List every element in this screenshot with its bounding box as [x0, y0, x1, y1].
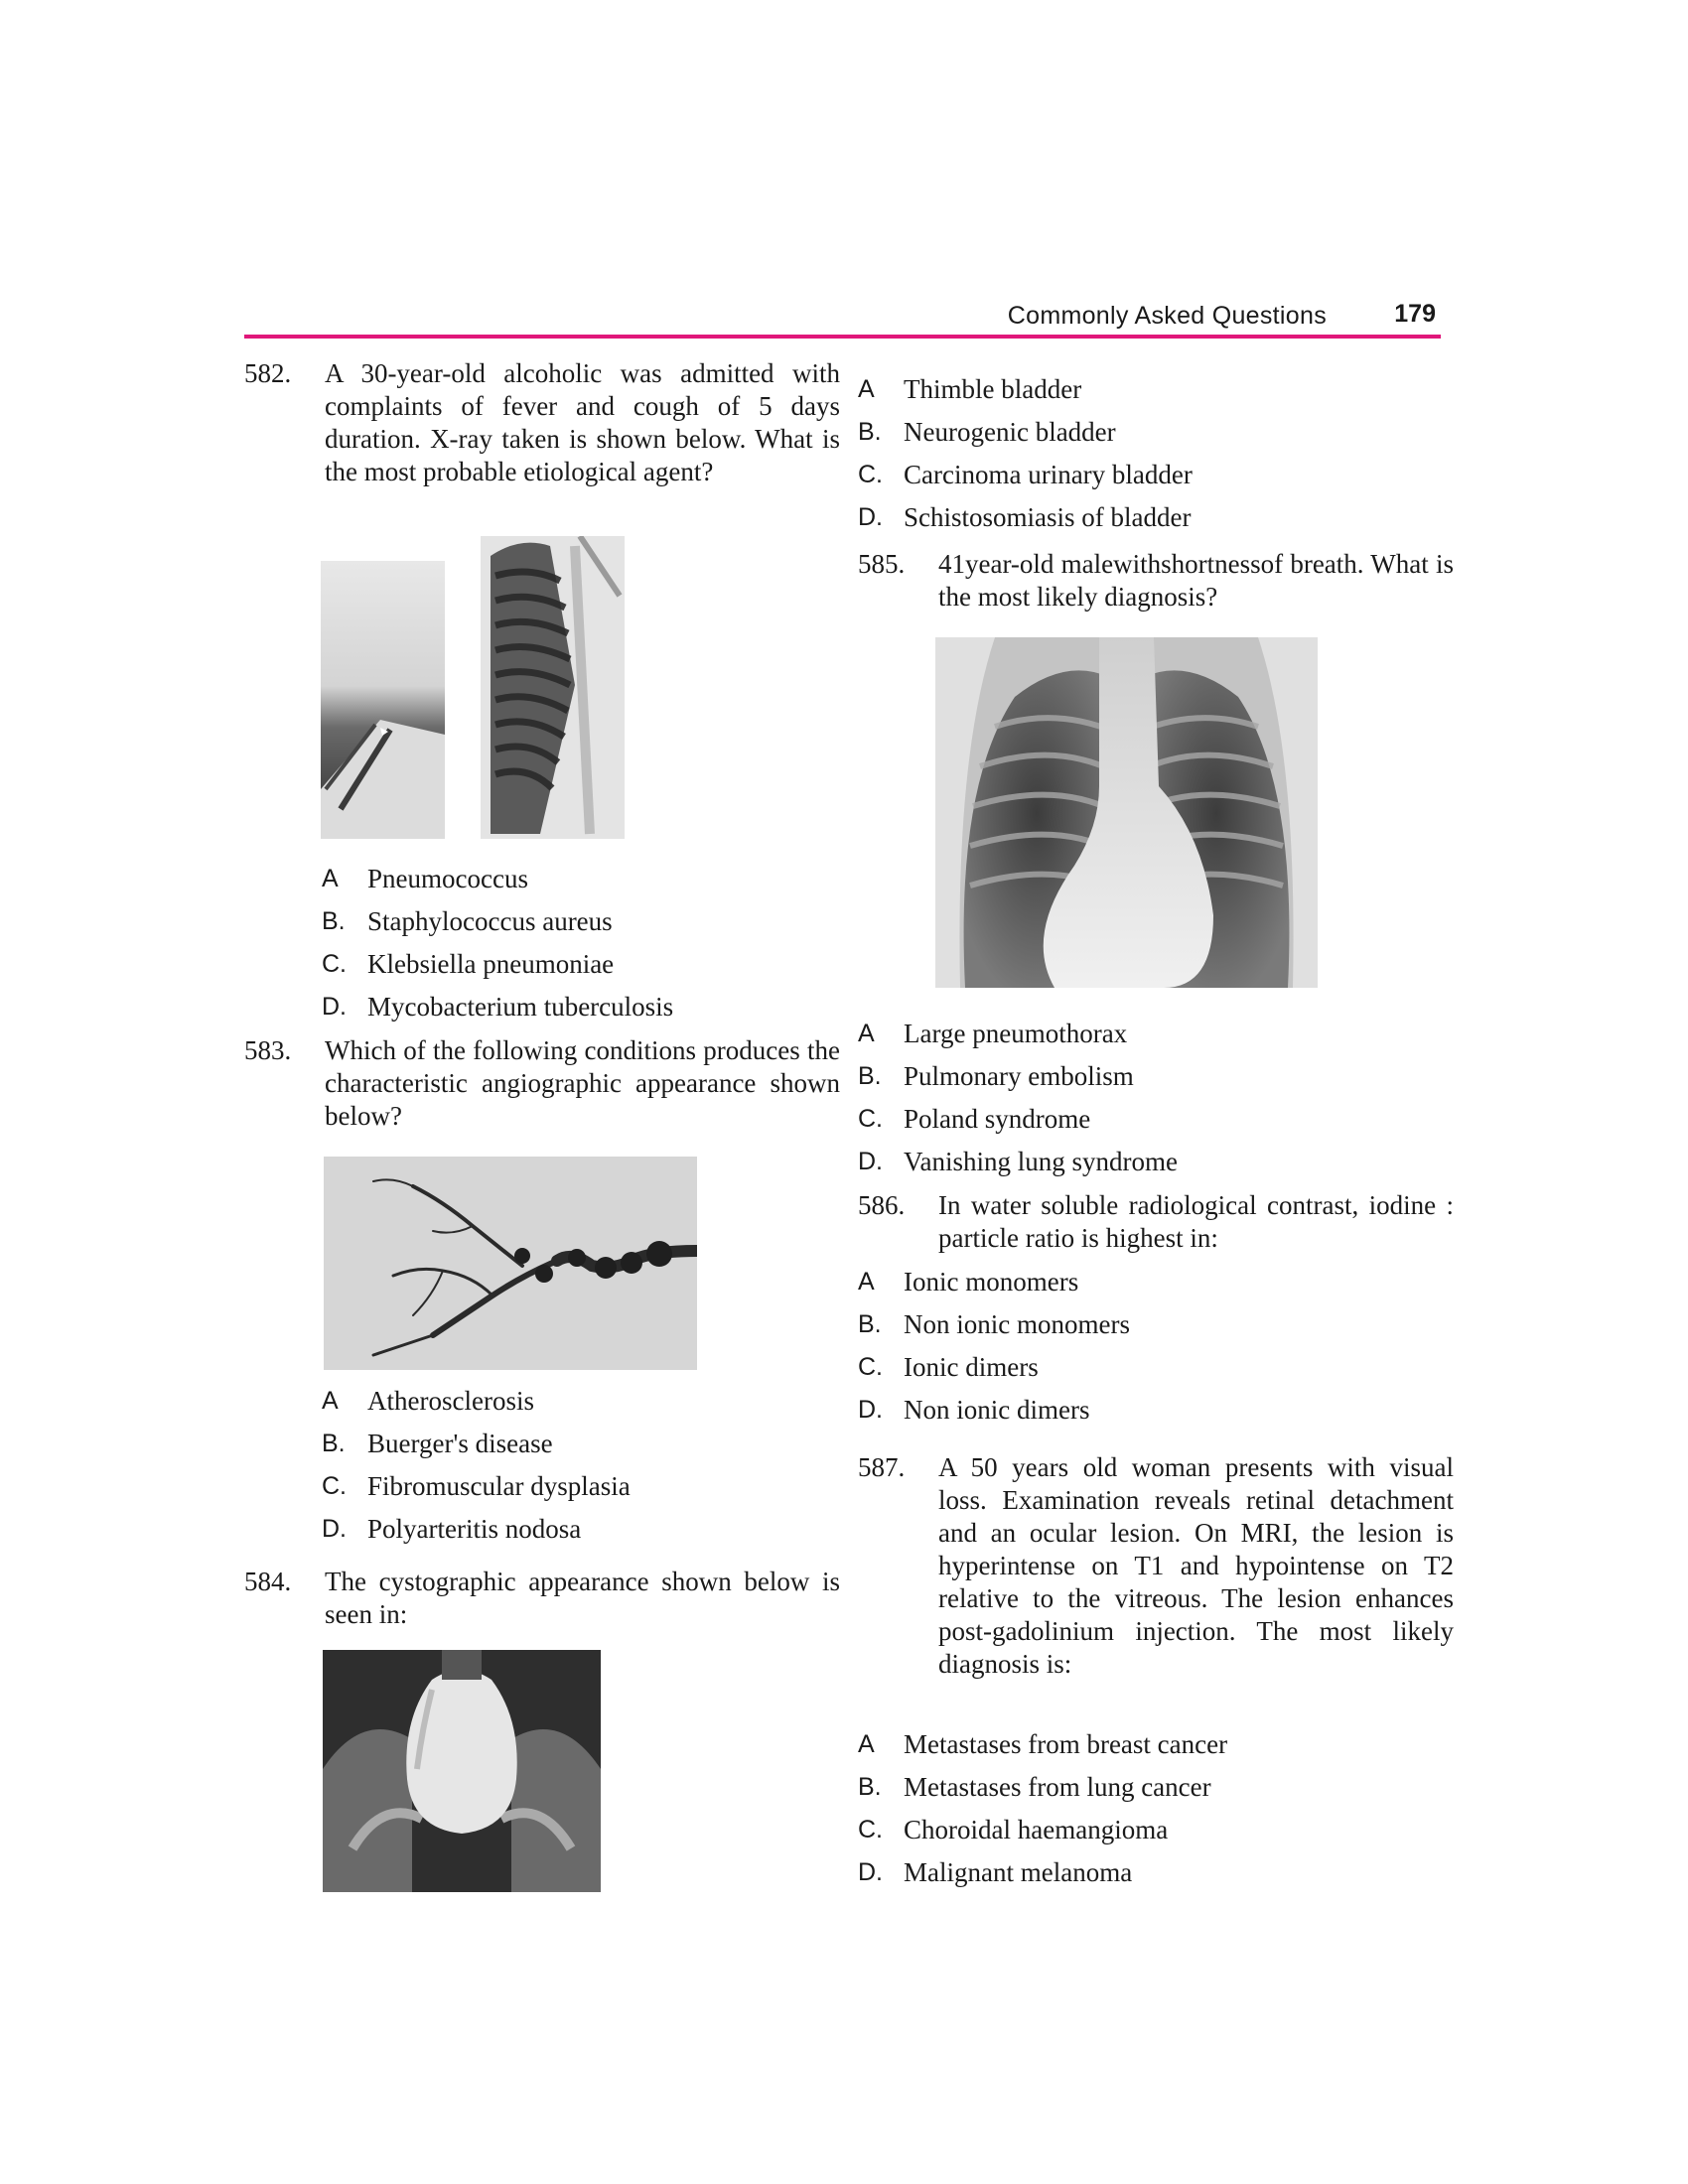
option-b[interactable]: B. Buerger's disease: [322, 1429, 553, 1458]
option-a[interactable]: A Pneumococcus: [322, 864, 528, 893]
question-number: 582.: [244, 358, 292, 388]
option-c[interactable]: C. Ionic dimers: [858, 1352, 1039, 1382]
option-b[interactable]: B. Metastases from lung cancer: [858, 1772, 1211, 1802]
option-a[interactable]: A Atherosclerosis: [322, 1386, 534, 1416]
option-a[interactable]: A Large pneumothorax: [858, 1019, 1128, 1048]
option-a[interactable]: A Ionic monomers: [858, 1267, 1079, 1297]
chest-xray-pa-image: [935, 637, 1318, 988]
options-586: [858, 1261, 1130, 1432]
running-header: [244, 298, 1436, 340]
question-586: [858, 1189, 1454, 1255]
question-583: [244, 1034, 840, 1133]
option-c[interactable]: C. Choroidal haemangioma: [858, 1815, 1169, 1844]
question-stem: A 30-year-old alcoholic was admitted with complaints of fever and cough of 5 days duration. X-ray taken is shown below. What is the most probable etiological agent?: [325, 358, 840, 486]
question-585: [858, 548, 1454, 614]
option-a[interactable]: A Metastases from breast cancer: [858, 1729, 1228, 1759]
xray-lateral-chest-image: [481, 536, 625, 839]
angiogram-image: [324, 1157, 697, 1370]
question-stem: Which of the following conditions produces the characteristic angiographic appearance shown below?: [325, 1035, 840, 1131]
question-stem: A 50 years old woman presents with visual loss. Examination reveals retinal detachment and an ocular lesion. On MRI, the lesion is hyperintense on T1 and hypointense on T2 relative to the vitreous. The lesion enhances post-gadolinium injection. The most likely diagnosis is:: [938, 1452, 1454, 1679]
option-b[interactable]: B. Neurogenic bladder: [858, 417, 1116, 447]
option-d[interactable]: D. Vanishing lung syndrome: [858, 1147, 1178, 1176]
question-number: 584.: [244, 1567, 292, 1596]
option-d[interactable]: D. Non ionic dimers: [858, 1395, 1090, 1425]
options-584: [858, 368, 1193, 539]
page-number: 179: [1394, 300, 1436, 328]
option-a[interactable]: A Thimble bladder: [858, 374, 1082, 404]
question-number: 586.: [858, 1190, 906, 1220]
options-583: [322, 1380, 631, 1551]
options-587: [858, 1723, 1227, 1894]
question-number: 587.: [858, 1452, 906, 1482]
question-stem: 41year-old malewithshortnessof breath. What is the most likely diagnosis?: [938, 549, 1454, 612]
option-d[interactable]: D. Polyarteritis nodosa: [322, 1514, 582, 1544]
question-584: [244, 1566, 840, 1631]
option-b[interactable]: B. Non ionic monomers: [858, 1309, 1130, 1339]
option-b[interactable]: B. Staphylococcus aureus: [322, 906, 613, 936]
question-stem: The cystographic appearance shown below is seen in:: [325, 1567, 840, 1629]
question-stem: In water soluble radiological contrast, iodine : particle ratio is highest in:: [938, 1190, 1454, 1253]
question-582: [244, 357, 840, 488]
option-c[interactable]: C. Carcinoma urinary bladder: [858, 460, 1193, 489]
question-number: 585.: [858, 549, 906, 579]
option-c[interactable]: C. Poland syndrome: [858, 1104, 1091, 1134]
header-rule: [244, 335, 1441, 339]
running-title: Commonly Asked Questions: [1007, 302, 1327, 330]
cystogram-image: [323, 1650, 601, 1892]
question-587: [858, 1451, 1454, 1681]
option-d[interactable]: D. Schistosomiasis of bladder: [858, 502, 1192, 532]
option-d[interactable]: D. Mycobacterium tuberculosis: [322, 992, 674, 1022]
option-c[interactable]: C. Klebsiella pneumoniae: [322, 949, 615, 979]
options-582: [322, 858, 673, 1028]
options-585: [858, 1013, 1178, 1183]
question-number: 583.: [244, 1035, 292, 1065]
xray-lateral-crop-image: [321, 561, 445, 839]
option-b[interactable]: B. Pulmonary embolism: [858, 1061, 1134, 1091]
option-c[interactable]: C. Fibromuscular dysplasia: [322, 1471, 631, 1501]
option-d[interactable]: D. Malignant melanoma: [858, 1857, 1133, 1887]
